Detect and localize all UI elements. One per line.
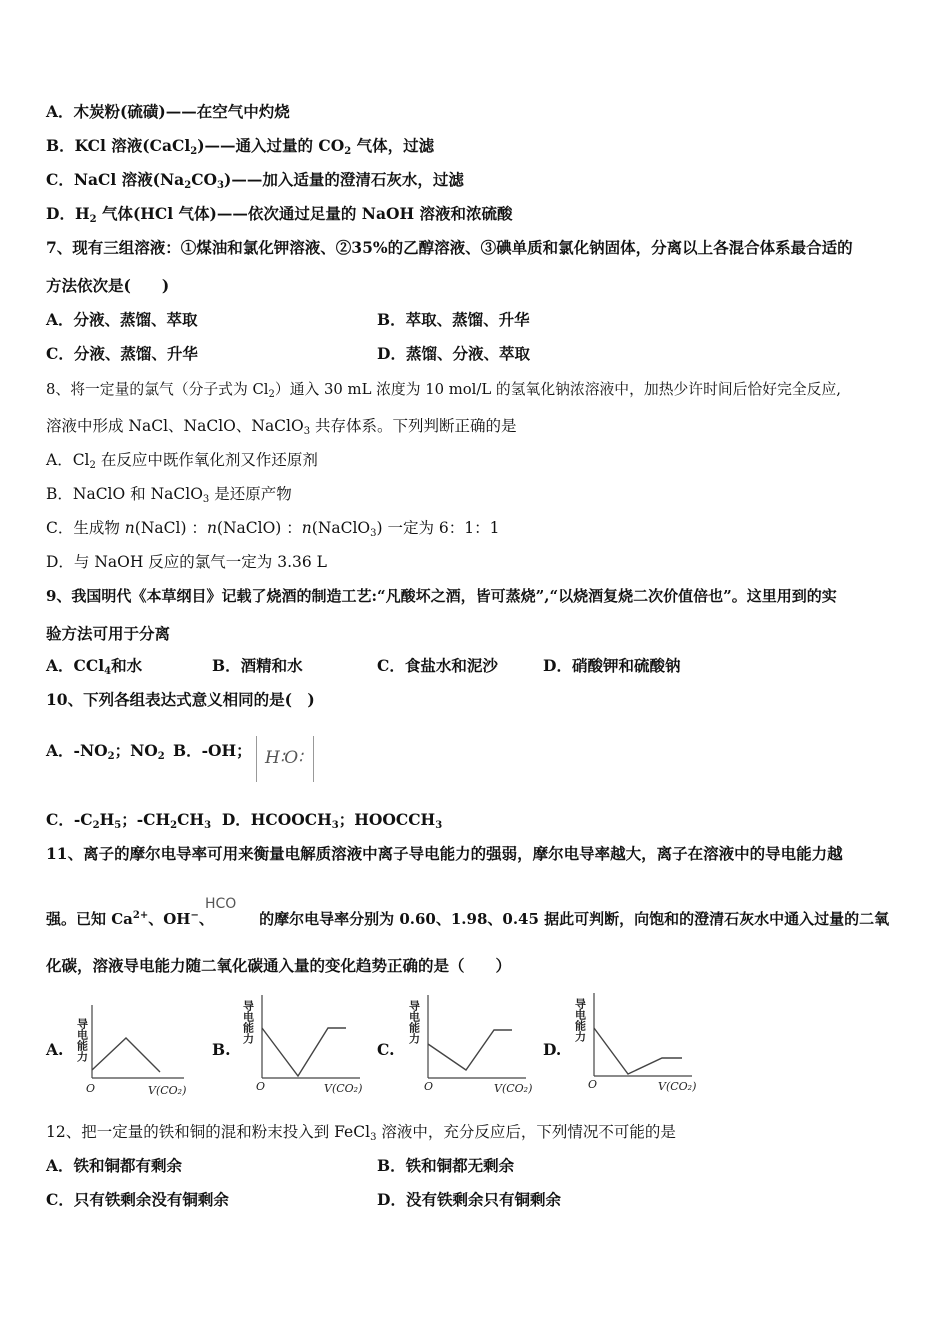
q10-option-b: B．-OH； — [173, 741, 252, 760]
q12-option-c: C．只有铁剩余没有铜剩余 — [46, 1190, 229, 1209]
graph-d-curve — [594, 1028, 682, 1074]
q12-option-d: D．没有铁剩余只有铜剩余 — [377, 1190, 561, 1209]
graph-a-origin: O — [86, 1082, 96, 1095]
graph-d-origin: O — [588, 1078, 598, 1091]
graph-b-label: B. — [212, 1040, 231, 1059]
graph-b-ylabel: 导电能力 — [241, 1000, 255, 1044]
q12-option-b: B．铁和铜都无剩余 — [377, 1156, 515, 1175]
q7-option-b: B．萃取、蒸馏、升华 — [377, 310, 530, 329]
graph-a-curve — [92, 1038, 160, 1072]
q12-option-a: A．铁和铜都有剩余 — [46, 1156, 183, 1175]
q7-option-c: C．分液、蒸馏、升华 — [46, 344, 198, 363]
q8-stem-line2: 溶液中形成 NaCl、NaClO、NaClO$_3$ 共存体系。下列判断正确的是 — [46, 417, 517, 437]
q6-option-c: C．NaCl 溶液$(Na_2CO_3)——$加入适量的澄清石灰水，过滤 — [46, 170, 464, 191]
graph-c-curve — [428, 1030, 512, 1070]
q11-stem-line1: 11、离子的摩尔电导率可用来衡量电解质溶液中离子导电能力的强弱，摩尔电导率越大，离子在溶液中的导电能力越 — [46, 844, 843, 863]
q6-option-a: A．木炭粉(硫磺)——在空气中灼烧 — [46, 102, 290, 121]
q7-stem-line1: 7、现有三组溶液：①煤油和氯化钾溶液、②35%的乙醇溶液、③碘单质和氯化钠固体，分离以上各混合体系最合适的 — [46, 238, 853, 257]
q9-option-a: A．CCl$_4$和水 — [46, 656, 143, 677]
graph-b-origin: O — [256, 1080, 266, 1093]
q9-option-d: D．硝酸钾和硫酸钠 — [543, 656, 681, 675]
q11-stem-line2: 强。已知 $Ca^{2+}$、OH−、 的摩尔电导率分别为 0.60、1.98、0.45 据此可判断，向饱和的澄清石灰水中通入过量的二氧 — [46, 910, 890, 928]
graph-c-origin: O — [424, 1080, 434, 1093]
graph-c — [406, 990, 536, 1100]
q9-stem-line2: 验方法可用于分离 — [46, 624, 171, 643]
q10-stem: 10、下列各组表达式意义相同的是( ) — [46, 690, 315, 709]
graph-a-label: A. — [46, 1040, 64, 1059]
q7-stem-line2: 方法依次是( ) — [46, 276, 170, 295]
graph-a-ylabel: 导电能力 — [75, 1018, 89, 1062]
electron-formula-image: H∶O∶ — [256, 736, 314, 782]
graph-b-curve — [262, 1028, 346, 1076]
q6-option-d: D．$H_2$ 气体(HCl 气体)——依次通过足量的 NaOH 溶液和浓硫酸 — [46, 204, 513, 225]
graph-d-xlabel: V(CO₂) — [658, 1080, 697, 1093]
hco3-formula-image: HCO — [205, 896, 237, 912]
graph-a — [74, 1000, 194, 1100]
q9-option-c: C．食盐水和泥沙 — [377, 656, 498, 675]
q8-option-d: D．与 NaOH 反应的氯气一定为 3.36 L — [46, 553, 327, 571]
graph-a-xlabel: V(CO₂) — [148, 1084, 187, 1097]
graph-d-ylabel: 导电能力 — [573, 998, 587, 1042]
graph-d-label: D. — [543, 1040, 562, 1059]
q7-option-d: D．蒸馏、分液、萃取 — [377, 344, 530, 363]
graph-b — [240, 990, 370, 1100]
graph-c-label: C. — [377, 1040, 395, 1059]
graph-d — [572, 988, 702, 1098]
q10-option-c-d: C．$-C_2H_5$；$-CH_2CH_3$ D．$HCOOCH_3$；$HOOCCH_3$ — [46, 810, 443, 831]
q12-stem: 12、把一定量的铁和铜的混和粉末投入到 FeCl$_3$ 溶液中，充分反应后，下列情况不可能的是 — [46, 1123, 676, 1143]
graph-c-xlabel: V(CO₂) — [494, 1082, 533, 1095]
q6-option-b: B．KCl 溶液(CaCl$_2$)——通入过量的 $CO_2$ 气体，过滤 — [46, 136, 435, 157]
q8-option-c: C．生成物 n(NaCl) ：n(NaClO) ：n(NaClO$_3$) 一定为 6：1：1 — [46, 519, 500, 539]
q8-option-a: A．$Cl_2$ 在反应中既作氧化剂又作还原剂 — [46, 451, 318, 471]
q9-option-b: B．酒精和水 — [212, 656, 303, 675]
graph-b-xlabel: V(CO₂) — [324, 1082, 363, 1095]
graph-c-ylabel: 导电能力 — [407, 1000, 421, 1044]
q9-stem-line1: 9、我国明代《本草纲目》记载了烧酒的制造工艺:“凡酸坏之酒，皆可蒸烧”,“以烧酒复烧二次价值倍也”。这里用到的实 — [46, 587, 837, 605]
q10-option-a: A．$-NO_2$；$NO_2$ — [46, 741, 165, 762]
q8-stem-line1: 8、将一定量的氯气（分子式为 $Cl_2$）通入 30 mL 浓度为 10 mol/L 的氢氧化钠浓溶液中，加热少许时间后恰好完全反应, — [46, 381, 841, 400]
q7-option-a: A．分液、蒸馏、萃取 — [46, 310, 198, 329]
q8-option-b: B．NaClO 和 NaClO$_3$ 是还原产物 — [46, 485, 292, 505]
q11-stem-line3: 化碳，溶液导电能力随二氧化碳通入量的变化趋势正确的是（ ） — [46, 956, 512, 975]
